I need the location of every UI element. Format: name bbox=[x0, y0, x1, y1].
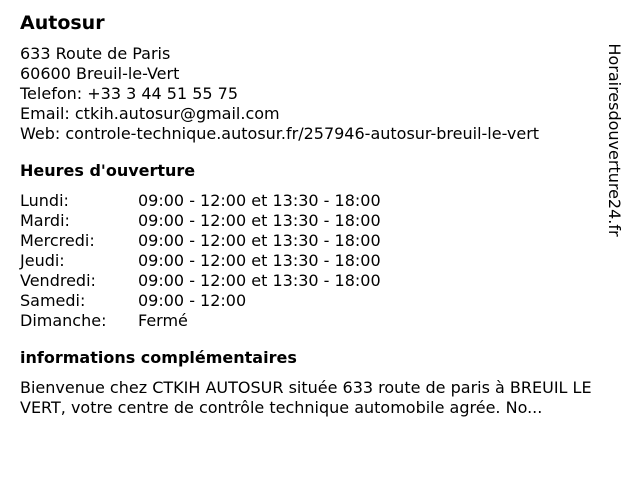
day-hours: 09:00 - 12:00 et 13:30 - 18:00 bbox=[138, 191, 381, 210]
day-hours: 09:00 - 12:00 bbox=[138, 291, 247, 310]
info-heading: informations complémentaires bbox=[20, 348, 297, 367]
hours-row-saturday bbox=[20, 291, 610, 311]
day-hours: 09:00 - 12:00 et 13:30 - 18:00 bbox=[138, 251, 381, 270]
day-hours: 09:00 - 12:00 et 13:30 - 18:00 bbox=[138, 271, 381, 290]
day-hours: 09:00 - 12:00 et 13:30 - 18:00 bbox=[138, 231, 381, 250]
day-label: Dimanche: bbox=[20, 311, 107, 330]
day-hours: Fermé bbox=[138, 311, 188, 330]
hours-row-tuesday bbox=[20, 211, 610, 231]
day-label: Vendredi: bbox=[20, 271, 96, 290]
address-line-2: 60600 Breuil-le-Vert bbox=[20, 64, 180, 83]
business-name: Autosur bbox=[20, 12, 105, 34]
hours-table bbox=[20, 191, 610, 331]
hours-row-sunday bbox=[20, 311, 610, 331]
hours-heading: Heures d'ouverture bbox=[20, 161, 196, 180]
day-label: Mercredi: bbox=[20, 231, 95, 250]
day-label: Samedi: bbox=[20, 291, 86, 310]
site-watermark bbox=[604, 43, 624, 236]
hours-row-wednesday bbox=[20, 231, 610, 251]
email-line: Email: ctkih.autosur@gmail.com bbox=[20, 104, 280, 123]
address-line-1: 633 Route de Paris bbox=[20, 44, 171, 63]
day-label: Lundi: bbox=[20, 191, 69, 210]
watermark-text: Horairesdouverture24.fr bbox=[605, 43, 624, 237]
hours-row-thursday bbox=[20, 251, 610, 271]
info-description: Bienvenue chez CTKIH AUTOSUR située 633 route de paris à BREUIL LE VERT, votre centre de contrôle technique automobile agrée. No... bbox=[20, 378, 592, 417]
day-label: Mardi: bbox=[20, 211, 70, 230]
hours-row-monday bbox=[20, 191, 610, 211]
day-label: Jeudi: bbox=[20, 251, 65, 270]
hours-row-friday bbox=[20, 271, 610, 291]
business-card bbox=[20, 10, 610, 418]
web-line: Web: controle-technique.autosur.fr/257946-autosur-breuil-le-vert bbox=[20, 124, 540, 143]
phone-line: Telefon: +33 3 44 51 55 75 bbox=[20, 84, 239, 103]
day-hours: 09:00 - 12:00 et 13:30 - 18:00 bbox=[138, 211, 381, 230]
